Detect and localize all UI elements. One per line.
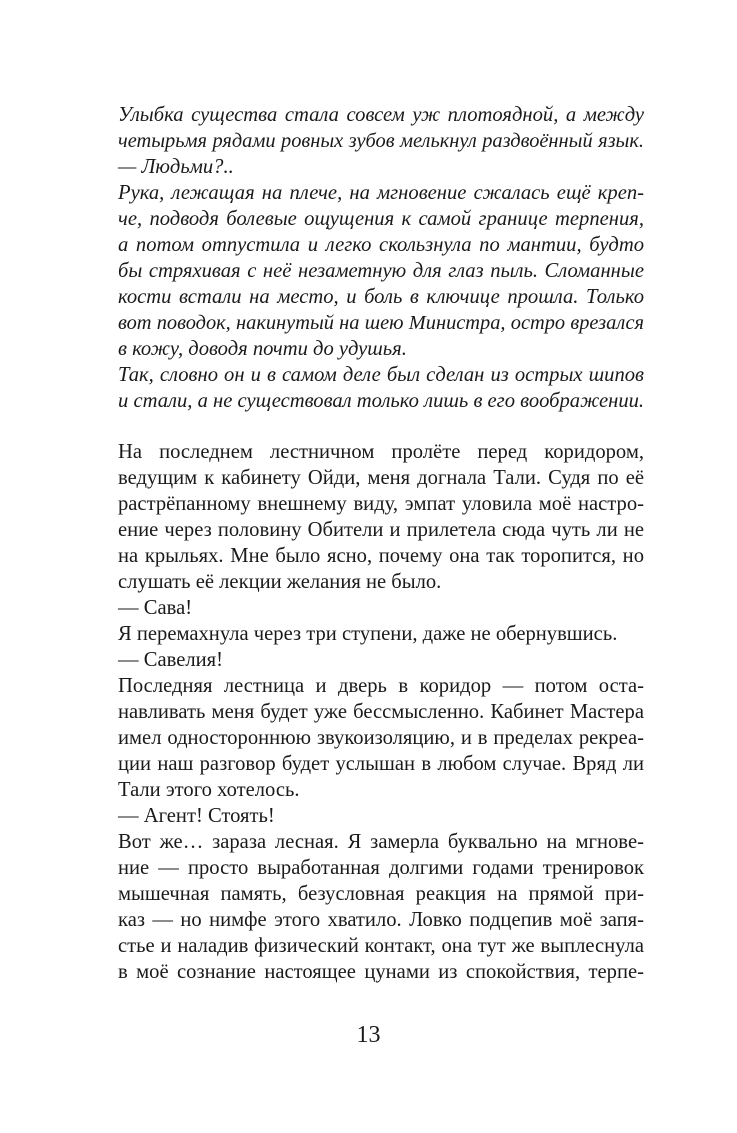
- text-line-12: имел одностороннюю звукоизоляцию, и в пределах рекреа-: [118, 727, 644, 749]
- italic-line-11: Так, словно он и в самом деле был сделан из острых шипов: [118, 364, 644, 386]
- italic-line-4: Рука, лежащая на плече, на мгновение сжалась ещё креп-: [118, 182, 644, 204]
- text-line-9: — Савелия!: [118, 649, 223, 671]
- text-line-10: Последняя лестница и дверь в коридор — потом оста-: [118, 675, 644, 697]
- text-line-5: на крыльях. Мне было ясно, почему она так торопится, но: [118, 545, 644, 567]
- text-line-4: ение через половину Обители и прилетела сюда чуть ли не: [118, 519, 644, 541]
- text-line-8: Я перемахнула через три ступени, даже не обернувшись.: [118, 623, 618, 645]
- text-line-11: навливать меня будет уже бессмысленно. Кабинет Мастера: [118, 701, 644, 723]
- italic-line-2: четырьмя рядами ровных зубов мелькнул раздвоённый язык.: [118, 130, 644, 152]
- text-line-16: Вот же… зараза лесная. Я замерла буквально на мгновe-: [118, 831, 644, 853]
- italic-line-5: че, подводя болевые ощущения к самой границе терпения,: [118, 208, 644, 230]
- italic-line-9: вот поводок, накинутый на шею Министра, остро врезался: [118, 312, 644, 334]
- italic-line-8: кости встали на место, и боль в ключице прошла. Только: [118, 286, 644, 308]
- text-line-2: ведущим к кабинету Ойди, меня догнала Тали. Судя по её: [118, 467, 644, 489]
- text-line-3: растрёпанному внешнему виду, эмпат уловила моё настро-: [118, 493, 644, 515]
- text-line-19: каз — но нимфе этого хватило. Ловко подцепив моё запя-: [118, 909, 644, 931]
- italic-line-12: и стали, а не существовал только лишь в его воображении.: [118, 390, 645, 412]
- text-line-6: слушать её лекции желания не было.: [118, 571, 442, 593]
- page-number: 13: [356, 1022, 381, 1048]
- italic-line-10: в кожу, доводя почти до удушья.: [118, 338, 407, 360]
- text-line-13: ции наш разговор будет услышан в любом случае. Вряд ли: [118, 753, 644, 775]
- italic-line-1: Улыбка существа стала совсем уж плотоядной, а между: [118, 104, 644, 126]
- italic-line-3: — Людьми?..: [118, 156, 234, 178]
- text-line-15: — Агент! Стоять!: [118, 805, 275, 827]
- text-line-21: в моё сознание настоящее цунами из спокойствия, терпе-: [118, 961, 644, 983]
- text-line-17: ние — просто выработанная долгими годами тренировок: [118, 857, 644, 879]
- text-line-1: На последнем лестничном пролёте перед коридором,: [118, 441, 644, 463]
- text-line-20: стье и наладив физический контакт, она тут же выплеснула: [118, 935, 644, 957]
- italic-line-7: бы стряхивая с неё незаметную для глаз пыль. Сломанные: [118, 260, 644, 282]
- text-line-7: — Сава!: [118, 597, 193, 619]
- text-line-14: Тали этого хотелось.: [118, 779, 300, 801]
- text-line-18: мышечная память, безусловная реакция на прямой при-: [118, 883, 644, 905]
- italic-line-6: а потом отпустила и легко скользнула по мантии, будто: [118, 234, 644, 256]
